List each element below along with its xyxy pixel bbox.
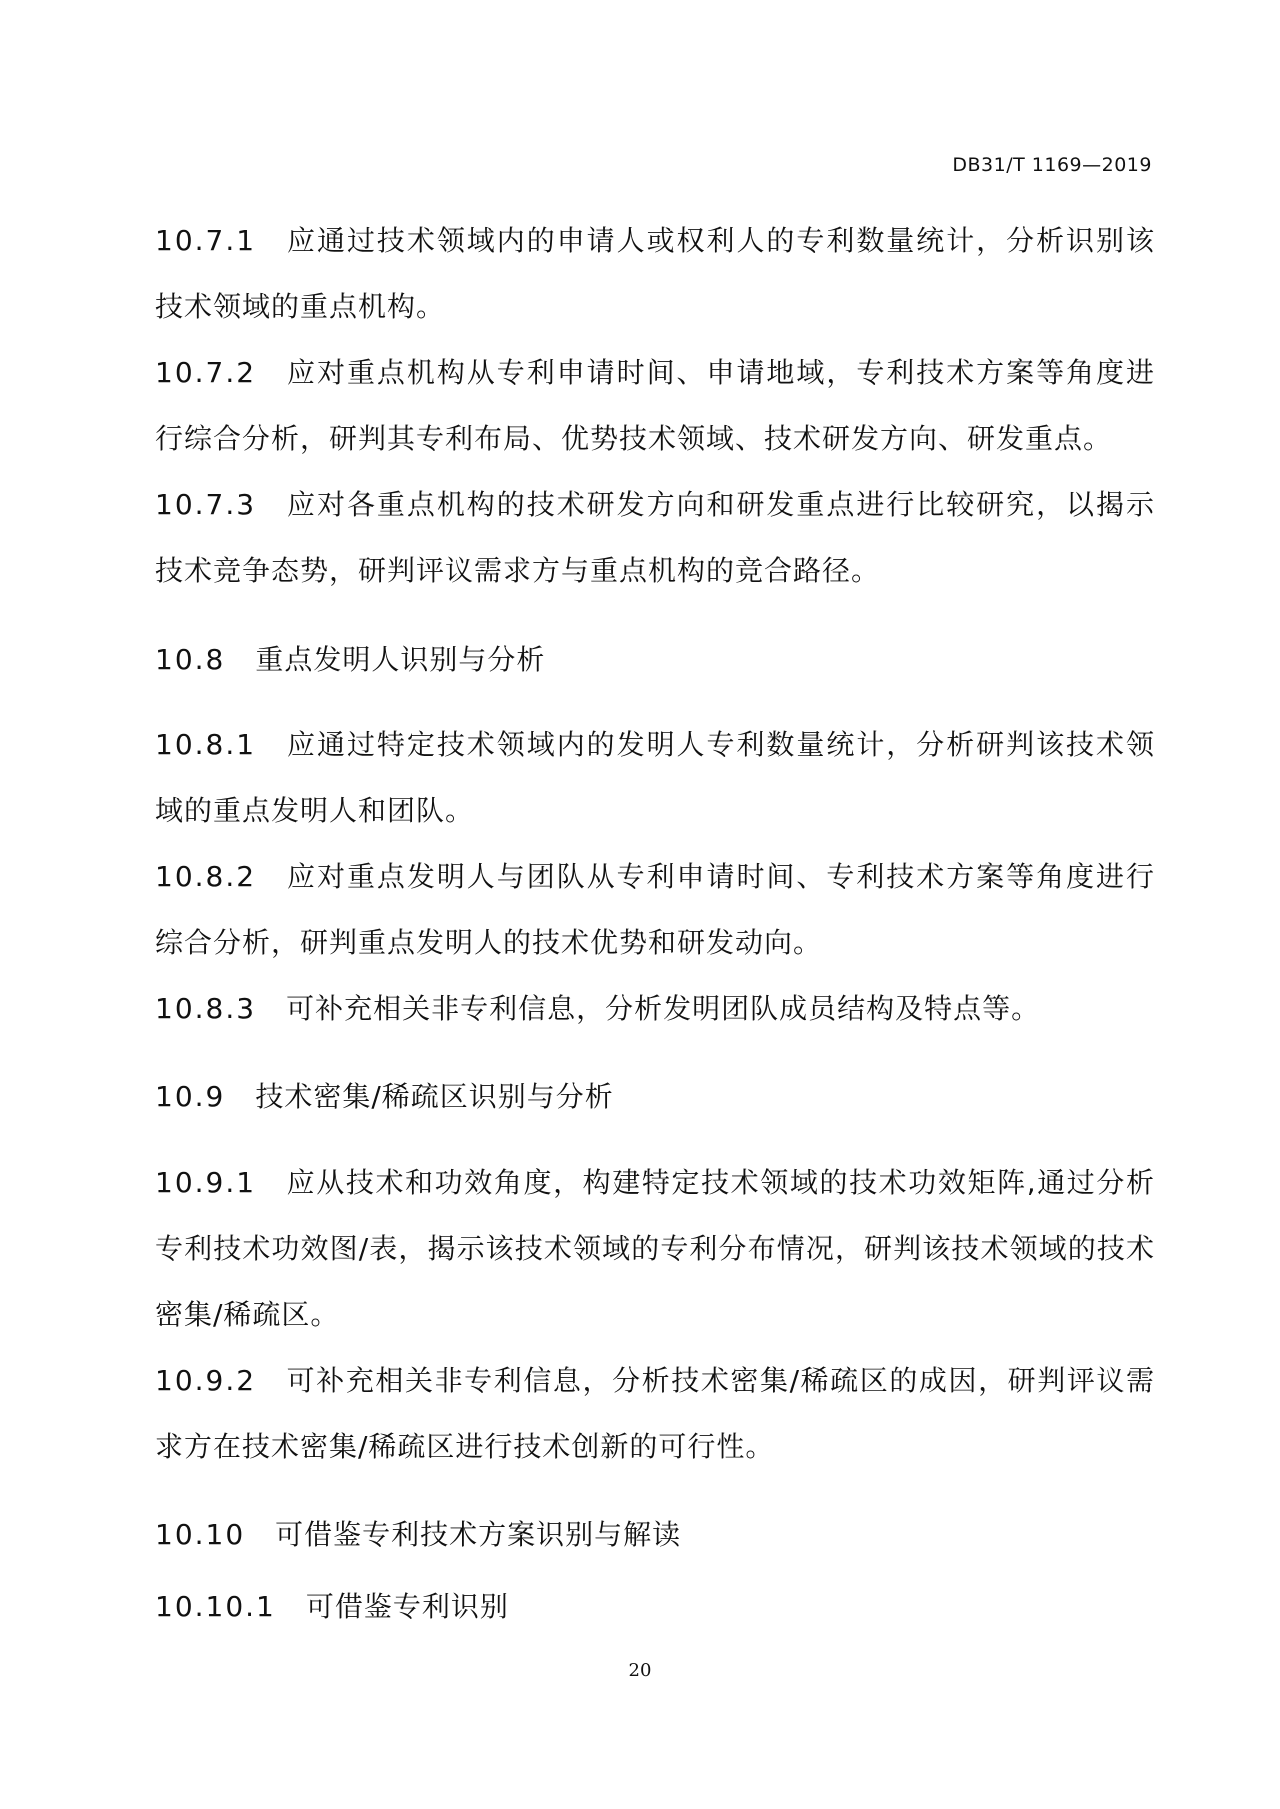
clause-10-7-2: [155, 340, 1155, 472]
clause-number: 10.7.2: [155, 356, 257, 389]
section-title: 技术密集/稀疏区识别与分析: [255, 1080, 614, 1113]
section-heading-10-9: [155, 1077, 614, 1117]
clause-text: 应通过特定技术领域内的发明人专利数量统计，分析研判该技术领域的重点发明人和团队。: [155, 728, 1155, 827]
subsection-heading-10-10-1: [155, 1587, 509, 1627]
clause-10-8-2: [155, 844, 1155, 976]
section-number: 10.10.1: [155, 1590, 276, 1623]
section-number: 10.9: [155, 1080, 226, 1113]
clause-10-9-1: [155, 1150, 1155, 1348]
clause-10-7-3: [155, 472, 1155, 604]
clause-10-8-1: [155, 712, 1155, 844]
section-title: 可借鉴专利技术方案识别与解读: [275, 1518, 682, 1551]
section-title: 可借鉴专利识别: [305, 1590, 509, 1623]
section-heading-10-10: [155, 1515, 681, 1555]
clause-text: 应对重点发明人与团队从专利申请时间、专利技术方案等角度进行综合分析，研判重点发明人的技术优势和研发动向。: [155, 860, 1155, 959]
clause-number: 10.9.2: [155, 1364, 257, 1397]
clause-text: 应对重点机构从专利申请时间、申请地域，专利技术方案等角度进行综合分析，研判其专利布局、优势技术领域、技术研发方向、研发重点。: [155, 356, 1155, 455]
clause-number: 10.8.2: [155, 860, 257, 893]
document-code: DB31/T 1169—2019: [952, 154, 1152, 176]
clause-10-9-2: [155, 1348, 1155, 1480]
clause-number: 10.8.3: [155, 992, 257, 1025]
clause-text: 可补充相关非专利信息，分析技术密集/稀疏区的成因，研判评议需求方在技术密集/稀疏区进行技术创新的可行性。: [155, 1364, 1155, 1463]
clause-10-7-1: [155, 208, 1155, 340]
clause-text: 应从技术和功效角度，构建特定技术领域的技术功效矩阵,通过分析专利技术功效图/表，揭示该技术领域的专利分布情况，研判该技术领域的技术密集/稀疏区。: [155, 1166, 1155, 1331]
clause-number: 10.9.1: [155, 1166, 257, 1199]
page-number: 20: [628, 1660, 652, 1681]
clause-text: 应对各重点机构的技术研发方向和研发重点进行比较研究，以揭示技术竞争态势，研判评议需求方与重点机构的竞合路径。: [155, 488, 1155, 587]
clause-number: 10.8.1: [155, 728, 257, 761]
clause-number: 10.7.3: [155, 488, 257, 521]
clause-text: 应通过技术领域内的申请人或权利人的专利数量统计，分析识别该技术领域的重点机构。: [155, 224, 1155, 323]
section-title: 重点发明人识别与分析: [255, 643, 546, 676]
clause-text: 可补充相关非专利信息，分析发明团队成员结构及特点等。: [286, 992, 1041, 1025]
section-number: 10.8: [155, 643, 226, 676]
clause-10-8-3: [155, 976, 1155, 1042]
section-number: 10.10: [155, 1518, 246, 1551]
clause-number: 10.7.1: [155, 224, 257, 257]
section-heading-10-8: [155, 640, 545, 680]
